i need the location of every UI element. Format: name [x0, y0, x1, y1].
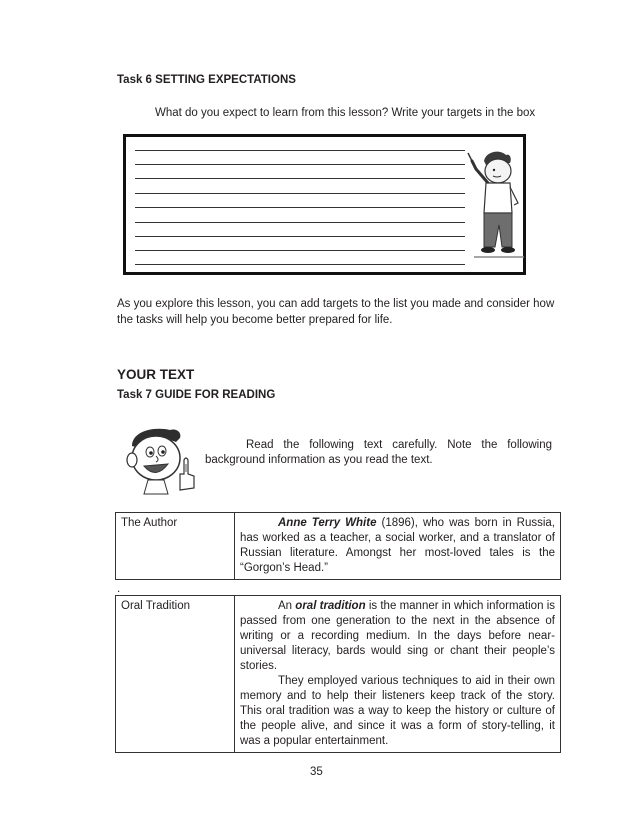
boy-writing-icon: [466, 147, 528, 265]
table-row: [116, 513, 561, 580]
writing-line: [135, 178, 465, 179]
your-text-heading: YOUR TEXT: [117, 367, 195, 382]
oral-tradition-content: [235, 596, 561, 753]
task6-instruction: What do you expect to learn from this lesson? Write your targets in the box: [155, 107, 536, 119]
oral-p1-after: is the manner in which information is passed from one generation to the next in the absence of writing or a recording medium. In the days before near-universal literacy, bards would sing or chant their people’s stories.: [240, 600, 555, 672]
writing-line: [135, 222, 465, 223]
author-label: The Author: [116, 513, 235, 580]
writing-line: [135, 264, 465, 265]
author-table: [115, 512, 561, 580]
writing-line: [135, 164, 465, 165]
oral-tradition-table: [115, 595, 561, 753]
oral-tradition-label: Oral Tradition: [116, 596, 235, 753]
separator-dot: .: [117, 583, 121, 595]
writing-line: [135, 150, 465, 151]
oral-p1-before: An: [278, 600, 296, 612]
page-number: 35: [310, 766, 323, 778]
writing-line: [135, 236, 465, 237]
task7-instruction-line2: background information as you read the text.: [205, 454, 433, 466]
writing-line: [135, 207, 465, 208]
author-name: Anne Terry White: [278, 517, 377, 529]
task7-instruction-line1: Read the following text carefully. Note the following: [246, 439, 552, 451]
task6-title: Task 6 SETTING EXPECTATIONS: [117, 74, 296, 86]
targets-writing-box[interactable]: [123, 134, 526, 275]
task7-title: Task 7 GUIDE FOR READING: [117, 389, 276, 401]
explore-note: As you explore this lesson, you can add targets to the list you made and consider how the tasks will help you become better prepared for life.: [117, 298, 555, 326]
writing-line: [135, 193, 465, 194]
writing-line: [135, 250, 465, 251]
author-content: [235, 513, 561, 580]
oral-tradition-term: oral tradition: [295, 600, 366, 612]
oral-p2: They employed various techniques to aid in their own memory and to help their listeners keep track of the story. This oral tradition was a way to keep the history or culture of the people alive, and since it was a form of story-telling, it was a popular entertainment.: [240, 675, 555, 747]
boy-pointing-icon: [118, 424, 208, 496]
table-row: [116, 596, 561, 753]
author-description: (1896), who was born in Russia, has worked as a teacher, a social worker, and a translator of Russian literature. Amongst her most-loved tales is the “Gorgon’s Head.”: [240, 517, 555, 574]
